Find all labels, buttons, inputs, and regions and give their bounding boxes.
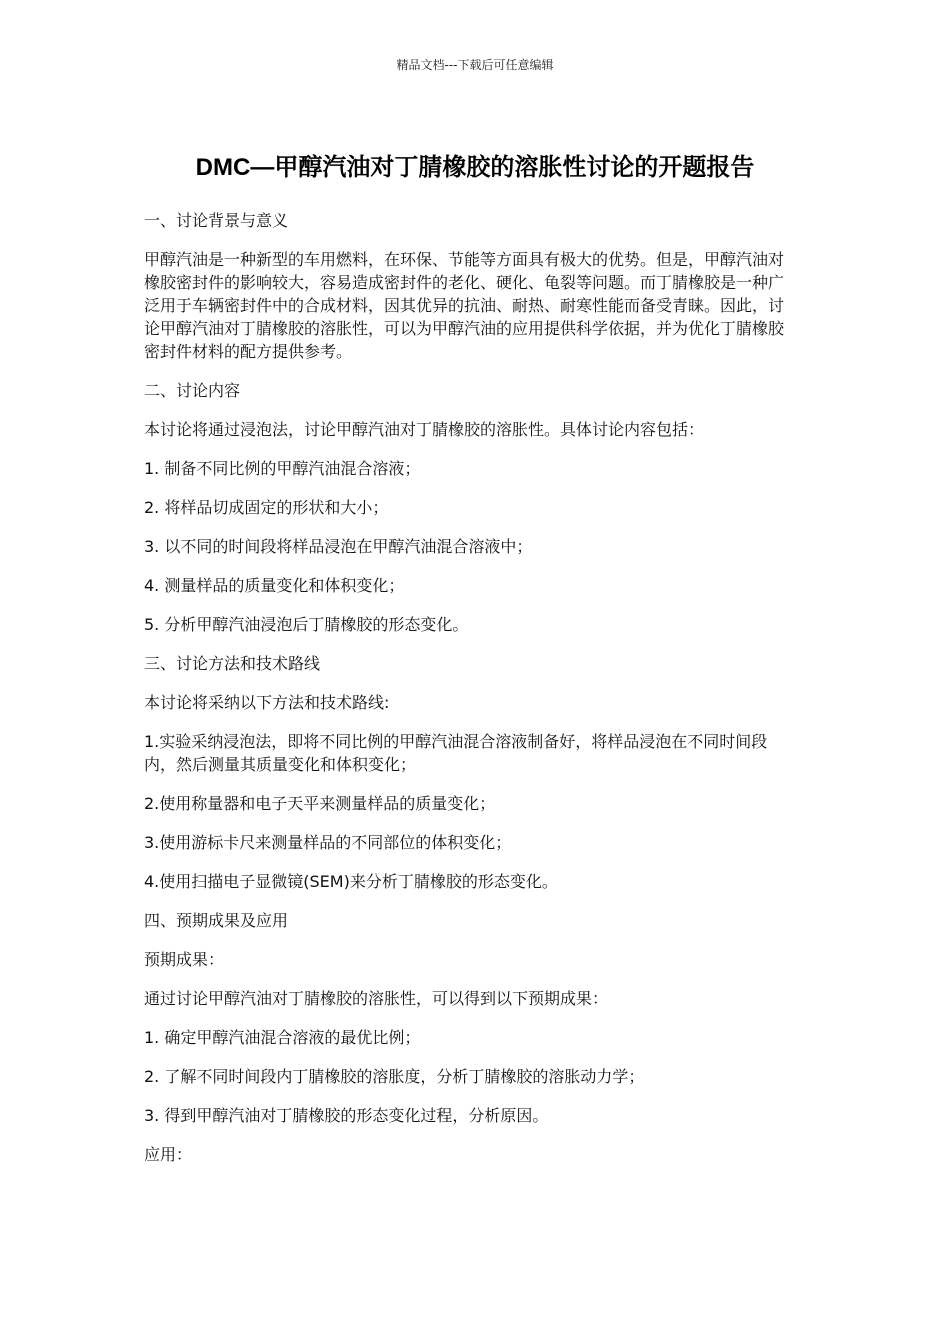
list-item: 3. 以不同的时间段将样品浸泡在甲醇汽油混合溶液中； bbox=[144, 537, 533, 556]
list-item: 4. 测量样品的质量变化和体积变化； bbox=[144, 576, 405, 595]
list-item: 5. 分析甲醇汽油浸泡后丁腈橡胶的形态变化。 bbox=[144, 615, 469, 634]
list-item: 3.使用游标卡尺来测量样品的不同部位的体积变化； bbox=[144, 833, 512, 852]
list-item: 2. 了解不同时间段内丁腈橡胶的溶胀度，分析丁腈橡胶的溶胀动力学； bbox=[144, 1067, 645, 1086]
subheading-expected-results: 预期成果： bbox=[144, 950, 225, 969]
list-item: 1. 确定甲醇汽油混合溶液的最优比例； bbox=[144, 1028, 421, 1047]
list-item: 2. 将样品切成固定的形状和大小； bbox=[144, 498, 389, 517]
list-item: 1.实验采纳浸泡法，即将不同比例的甲醇汽油混合溶液制备好，将样品浸泡在不同时间段内，然后测量其质量变化和体积变化； bbox=[144, 732, 768, 774]
list-item: 1. 制备不同比例的甲醇汽油混合溶液； bbox=[144, 459, 421, 478]
document-body bbox=[144, 209, 799, 1182]
list-item: 2.使用称量器和电子天平来测量样品的质量变化； bbox=[144, 794, 496, 813]
paragraph-background: 甲醇汽油是一种新型的车用燃料，在环保、节能等方面具有极大的优势。但是，甲醇汽油对橡胶密封件的影响较大，容易造成密封件的老化、硬化、龟裂等问题。而丁腈橡胶是一种广泛用于车辆密封件中的合成材料，因其优异的抗油、耐热、耐寒性能而备受青睐。因此，讨论甲醇汽油对丁腈橡胶的溶胀性，可以为甲醇汽油的应用提供科学依据，并为优化丁腈橡胶密封件材料的配方提供参考。 bbox=[144, 250, 785, 361]
list-item: 4.使用扫描电子显微镜(SEM)来分析丁腈橡胶的形态变化。 bbox=[144, 872, 558, 891]
page-header: 精品文档---下载后可任意编辑 bbox=[396, 58, 554, 72]
paragraph-content-intro: 本讨论将通过浸泡法，讨论甲醇汽油对丁腈橡胶的溶胀性。具体讨论内容包括： bbox=[144, 420, 705, 439]
paragraph-outcomes-intro: 通过讨论甲醇汽油对丁腈橡胶的溶胀性，可以得到以下预期成果： bbox=[144, 989, 609, 1008]
section-heading-outcomes: 四、预期成果及应用 bbox=[144, 911, 289, 930]
section-heading-content: 二、讨论内容 bbox=[144, 381, 241, 400]
document-title: DMC—甲醇汽油对丁腈橡胶的溶胀性讨论的开题报告 bbox=[195, 154, 755, 182]
list-item: 3. 得到甲醇汽油对丁腈橡胶的形态变化过程，分析原因。 bbox=[144, 1106, 549, 1125]
section-heading-background: 一、讨论背景与意义 bbox=[144, 211, 289, 230]
subheading-applications: 应用： bbox=[144, 1145, 193, 1164]
section-heading-methods: 三、讨论方法和技术路线 bbox=[144, 654, 321, 673]
paragraph-methods-intro: 本讨论将采纳以下方法和技术路线: bbox=[144, 693, 390, 712]
